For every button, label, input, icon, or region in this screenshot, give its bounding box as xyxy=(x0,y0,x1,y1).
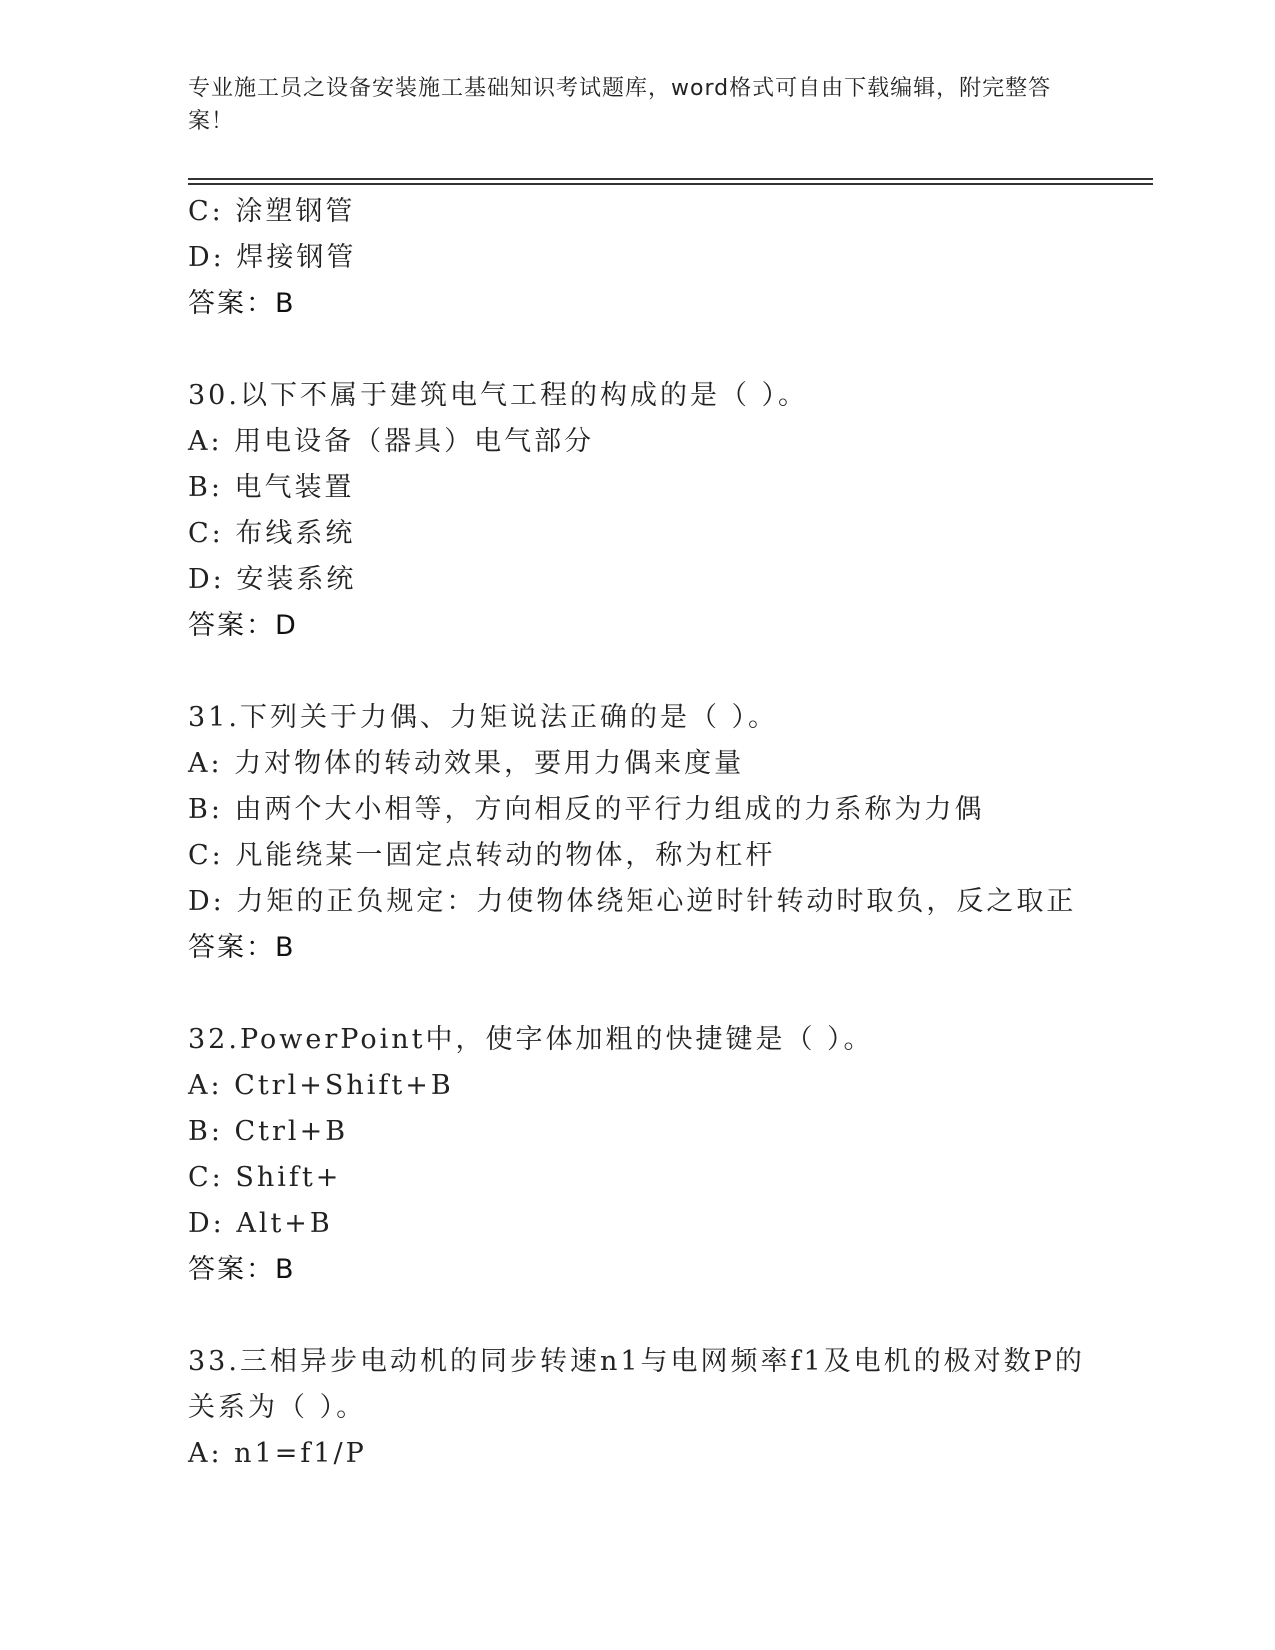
answer-line: 答案：B xyxy=(188,932,296,963)
header-divider-bottom xyxy=(188,183,1153,185)
option-d: D: 力矩的正负规定：力使物体绕矩心逆时针转动时取负，反之取正 xyxy=(188,886,1077,917)
option-b: B: Ctrl+B xyxy=(188,1116,349,1147)
spacer xyxy=(188,971,1148,1017)
option-c: C: Shift+ xyxy=(188,1162,342,1193)
header-divider-top xyxy=(188,178,1153,180)
option-d: D: 焊接钢管 xyxy=(188,242,357,273)
answer-line: 答案：B xyxy=(188,288,296,319)
question-31-stem: 31.下列关于力偶、力矩说法正确的是（ ）。 xyxy=(188,702,779,733)
document-header xyxy=(188,72,1068,138)
spacer xyxy=(188,1293,1148,1339)
spacer xyxy=(188,649,1148,695)
option-a: A: 力对物体的转动效果，要用力偶来度量 xyxy=(188,748,745,779)
option-c: C: 布线系统 xyxy=(188,518,356,549)
option-c: C: 涂塑钢管 xyxy=(188,196,356,227)
option-d: D: Alt+B xyxy=(188,1208,333,1239)
answer-line: 答案：B xyxy=(188,1254,296,1285)
option-c: C: 凡能绕某一固定点转动的物体，称为杠杆 xyxy=(188,840,776,871)
option-b: B: 由两个大小相等，方向相反的平行力组成的力系称为力偶 xyxy=(188,794,985,825)
option-d: D: 安装系统 xyxy=(188,564,357,595)
option-a: A: 用电设备（器具）电气部分 xyxy=(188,426,595,457)
option-a: A: Ctrl+Shift+B xyxy=(188,1070,454,1101)
question-list xyxy=(188,189,1148,1477)
question-32-stem: 32.PowerPoint中，使字体加粗的快捷键是（ ）。 xyxy=(188,1024,874,1055)
header-text: 专业施工员之设备安装施工基础知识考试题库，word格式可自由下载编辑，附完整答案！ xyxy=(188,76,1052,134)
option-a: A: n1=f1/P xyxy=(188,1438,367,1469)
option-b: B: 电气装置 xyxy=(188,472,355,503)
spacer xyxy=(188,327,1148,373)
answer-line: 答案：D xyxy=(188,610,298,641)
question-33-stem-line-2: 关系为（ ）。 xyxy=(188,1392,367,1423)
question-33-stem-line-1: 33.三相异步电动机的同步转速n1与电网频率f1及电机的极对数P的 xyxy=(188,1346,1085,1377)
question-30-stem: 30.以下不属于建筑电气工程的构成的是（ ）。 xyxy=(188,380,809,411)
